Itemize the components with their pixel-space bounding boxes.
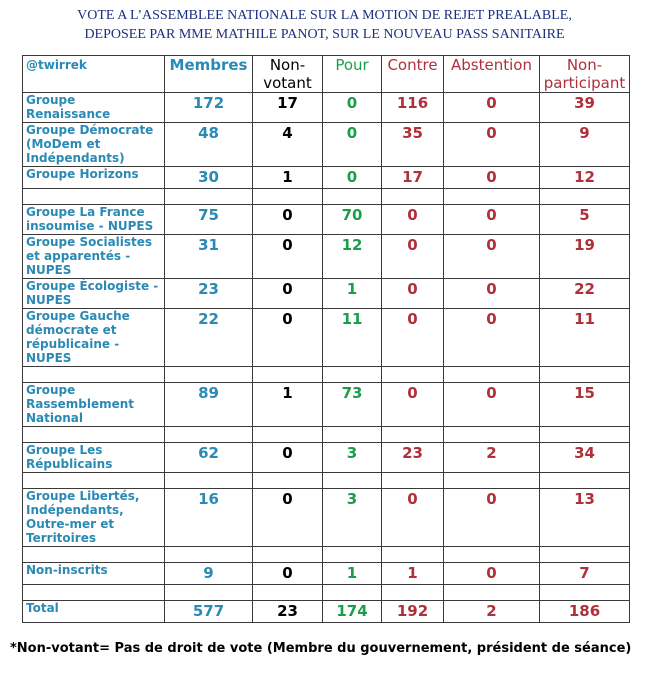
contre-cell: 0: [382, 279, 444, 309]
contre-cell: 116: [382, 93, 444, 123]
contre-cell: 35: [382, 123, 444, 167]
pour-cell: 11: [323, 309, 382, 367]
non-participant-cell: 19: [540, 235, 630, 279]
table-row: [23, 123, 630, 167]
members-cell: 9: [165, 563, 253, 585]
group-name: Groupe Horizons: [23, 167, 165, 189]
abstention-cell: 0: [444, 235, 540, 279]
group-name: Groupe Gauche démocrate et républicaine - NUPES: [23, 309, 165, 367]
members-cell: 23: [165, 279, 253, 309]
pour-cell: 3: [323, 443, 382, 473]
non-votant-cell: 0: [253, 235, 323, 279]
table-row: [23, 93, 630, 123]
pour-header: Pour: [323, 56, 382, 93]
non-votant-cell: 0: [253, 563, 323, 585]
spacer-row: [23, 189, 630, 205]
non-votant-cell: 1: [253, 383, 323, 427]
contre-cell: 17: [382, 167, 444, 189]
group-name: Groupe Écologiste - NUPES: [23, 279, 165, 309]
non-votant-cell: 4: [253, 123, 323, 167]
pour-cell: 0: [323, 167, 382, 189]
members-cell: 172: [165, 93, 253, 123]
pour-cell: 1: [323, 563, 382, 585]
spacer-row: [23, 367, 630, 383]
spacer-row: [23, 427, 630, 443]
non-votant-cell: 17: [253, 93, 323, 123]
non-votant-cell: 0: [253, 279, 323, 309]
non-votant-cell: 23: [253, 601, 323, 623]
abstention-cell: 0: [444, 123, 540, 167]
group-name: Groupe Démocrate (MoDem et Indépendants): [23, 123, 165, 167]
contre-cell: 0: [382, 235, 444, 279]
pour-cell: 0: [323, 93, 382, 123]
group-name: Groupe La France insoumise - NUPES: [23, 205, 165, 235]
footnote: *Non-votant= Pas de droit de vote (Membre du gouvernement, président de séance): [10, 641, 632, 656]
non-participant-cell: 5: [540, 205, 630, 235]
contre-cell: 0: [382, 383, 444, 427]
non-participant-cell: 22: [540, 279, 630, 309]
members-cell: 577: [165, 601, 253, 623]
table-row: [23, 279, 630, 309]
contre-cell: 1: [382, 563, 444, 585]
non-votant-header: Non-votant: [253, 56, 323, 93]
non-participant-header: Non-participant: [540, 56, 630, 93]
pour-cell: 1: [323, 279, 382, 309]
non-participant-cell: 186: [540, 601, 630, 623]
pour-cell: 73: [323, 383, 382, 427]
table-row: [23, 167, 630, 189]
group-name: Groupe Socialistes et apparentés - NUPES: [23, 235, 165, 279]
contre-cell: 0: [382, 205, 444, 235]
spacer-row: [23, 585, 630, 601]
abstention-cell: 2: [444, 601, 540, 623]
table-row: [23, 309, 630, 367]
abstention-cell: 2: [444, 443, 540, 473]
group-name: Groupe Les Républicains: [23, 443, 165, 473]
members-cell: 31: [165, 235, 253, 279]
non-votant-cell: 0: [253, 443, 323, 473]
abstention-cell: 0: [444, 167, 540, 189]
non-participant-cell: 34: [540, 443, 630, 473]
pour-cell: 0: [323, 123, 382, 167]
non-votant-cell: 0: [253, 489, 323, 547]
table-row: [23, 443, 630, 473]
contre-cell: 23: [382, 443, 444, 473]
table-row: [23, 563, 630, 585]
abstention-cell: 0: [444, 279, 540, 309]
group-name: Groupe Renaissance: [23, 93, 165, 123]
abstention-cell: 0: [444, 563, 540, 585]
non-votant-cell: 0: [253, 309, 323, 367]
header-row: [23, 56, 630, 93]
members-cell: 75: [165, 205, 253, 235]
title-line-2: DEPOSEE PAR MME MATHILE PANOT, SUR LE NOUVEAU PASS SANITAIRE: [84, 27, 565, 42]
pour-cell: 174: [323, 601, 382, 623]
members-header: Membres: [165, 56, 253, 93]
non-votant-cell: 0: [253, 205, 323, 235]
group-name: Groupe Libertés, Indépendants, Outre-mer et Territoires: [23, 489, 165, 547]
table-row: [23, 235, 630, 279]
members-cell: 30: [165, 167, 253, 189]
non-votant-cell: 1: [253, 167, 323, 189]
title-line-1: VOTE A L’ASSEMBLEE NATIONALE SUR LA MOTION DE REJET PREALABLE,: [77, 8, 572, 23]
abstention-header: Abstention: [444, 56, 540, 93]
members-cell: 89: [165, 383, 253, 427]
members-cell: 48: [165, 123, 253, 167]
table-row: [23, 489, 630, 547]
members-cell: 62: [165, 443, 253, 473]
abstention-cell: 0: [444, 309, 540, 367]
pour-cell: 12: [323, 235, 382, 279]
total-label: Total: [23, 601, 165, 623]
abstention-cell: 0: [444, 205, 540, 235]
group-name: Non-inscrits: [23, 563, 165, 585]
non-participant-cell: 13: [540, 489, 630, 547]
non-participant-cell: 7: [540, 563, 630, 585]
pour-cell: 3: [323, 489, 382, 547]
spacer-row: [23, 547, 630, 563]
pour-cell: 70: [323, 205, 382, 235]
contre-cell: 0: [382, 489, 444, 547]
non-participant-cell: 15: [540, 383, 630, 427]
abstention-cell: 0: [444, 383, 540, 427]
contre-cell: 192: [382, 601, 444, 623]
abstention-cell: 0: [444, 489, 540, 547]
non-participant-cell: 12: [540, 167, 630, 189]
vote-table: [22, 55, 630, 623]
contre-header: Contre: [382, 56, 444, 93]
group-name: Groupe Rassemblement National: [23, 383, 165, 427]
non-participant-cell: 39: [540, 93, 630, 123]
handle-header: @twirrek: [23, 56, 165, 93]
members-cell: 22: [165, 309, 253, 367]
abstention-cell: 0: [444, 93, 540, 123]
non-participant-cell: 11: [540, 309, 630, 367]
spacer-row: [23, 473, 630, 489]
contre-cell: 0: [382, 309, 444, 367]
table-row: [23, 383, 630, 427]
table-row: [23, 205, 630, 235]
total-row: [23, 601, 630, 623]
non-participant-cell: 9: [540, 123, 630, 167]
members-cell: 16: [165, 489, 253, 547]
